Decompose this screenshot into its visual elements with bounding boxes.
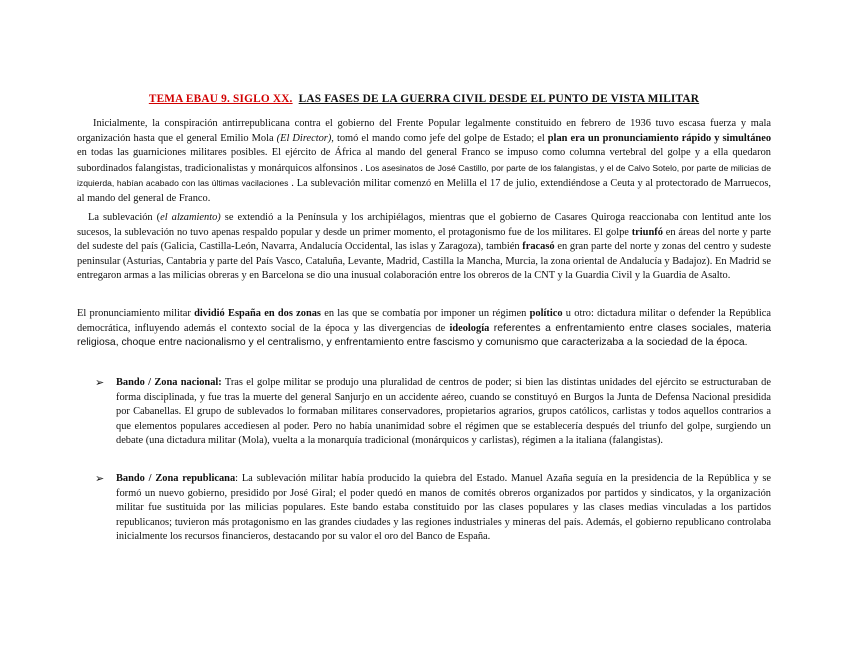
bold-run: político: [529, 308, 563, 319]
text-run: u otro: dictadura militar o defender la República democrática, influyendo además el contexto social de la época y las divergencias de: [77, 308, 771, 334]
text-run: en áreas del norte y parte del sudeste del país (Galicia, Castilla-León, Navarra, Andalucía Occidental, las islas y Zaragoza), también: [77, 226, 771, 253]
bullet-heading: Bando / Zona nacional:: [116, 377, 222, 388]
text-run: La sublevación (: [88, 212, 161, 223]
text-run: Inicialmente, la conspiración antirrepublicana contra el gobierno del Frente Popular legalmente constituido en febrero de 1936 tuvo escasa fuerza y mala organización hasta que el general Emilio Mola: [77, 118, 771, 144]
list-item-bando-republicano: [95, 472, 771, 545]
bold-run: triunfó: [631, 226, 663, 238]
title-topic: TEMA EBAU 9. SIGLO XX.: [148, 93, 293, 105]
small-run: Los asesinatos de José Castillo, por parte de los falangistas, y el de Calvo Sotelo, por parte de milicias de izquierda, habían acabado con las últimas vacilaciones: [77, 162, 771, 189]
bullet-text: Tras el golpe militar se produjo una pluralidad de centros de poder; si bien las distintas unidades del ejército se estructuraban de forma disciplinada, y fue tras la muerte del general Sanjurjo en un accidente aéreo, cuando se constituyó en Burgos la Junta de Defensa Nacional presidida por Cabanellas. El grupo de sublevados lo formaban militares conservadores, propietarios agrarios, grupos católicos, carlistas y todos aquellos contrarios a que elementos populares accediesen al poder. Pero no había unanimidad sobre el régimen que se establecería después del triunfo del golpe, surgiendo un debate (una dictadura militar (Mola), vuelta a la monarquía tradicional (monárquicos y carlistas), régimen a la italiana (falangistas).: [116, 377, 771, 447]
bold-run: dividió España en dos zonas: [194, 308, 321, 319]
bold-run: ideología: [449, 322, 490, 334]
text-run: El pronunciamiento militar: [77, 308, 195, 319]
paragraph-intro: [77, 117, 771, 207]
arrow-bullet-icon: ➢: [95, 377, 105, 389]
bold-run: plan era un pronunciamiento rápido y simultáneo: [547, 132, 772, 144]
text-run: . La sublevación militar comenzó en Melilla el 17 de julio, extendiéndose a Ceuta y al protectorado de Marruecos, al mando del general de Franco.: [77, 178, 771, 204]
text-run: en gran parte del norte y zonas del centro y sudeste peninsular (Asturias, Cantabria y parte del País Vasco, Cataluña, Levante, Madrid, Castilla la Mancha, Murcia, la zona oriental de Andalucía y Badajoz). En Madrid se entregaron armas a las milicias obreras y en Barcelona se dio una inusual colaboración entre los obreros de la CNT y la Guardia Civil y la Guardia de Asalto.: [77, 241, 771, 282]
sans-run: referentes a enfrentamiento entre clases sociales, materia religiosa, choque entre nacionalismo y el centralismo, y enfrentamiento entre fascismo y comunismo que caracterizaba a la sociedad de la época.: [77, 322, 771, 349]
list-item-bando-nacional: [95, 376, 771, 449]
arrow-bullet-icon: ➢: [95, 473, 105, 485]
title-heading: LAS FASES DE LA GUERRA CIVIL DESDE EL PUNTO DE VISTA MILITAR: [298, 93, 700, 105]
paragraph-dos-zonas: [77, 307, 771, 351]
text-run: en las que se combatía por imponer un régimen: [320, 308, 530, 319]
bold-run: fracasó: [522, 241, 555, 253]
italic-run: (El Director),: [276, 132, 334, 144]
bullet-text: : La sublevación militar había producido la quiebra del Estado. Manuel Azaña seguía en la presidencia de la República y se formó un nuevo gobierno, presidido por José Giral; el poder quedó en manos de comités obreros organizados por partidos y sindicatos, y la organización militar fue sustituida por las milicias populares. Este bando estaba constituido por las clases populares y las clases medias vinculadas a los partidos republicanos; tuvieron más protagonismo en las grandes ciudades y las regiones industriales y mineras del país. Además, el gobierno republicano controlaba inicialmente los recursos financieros, destacando por su valor el oro del Banco de España.: [116, 473, 771, 543]
text-run: en todas las guarniciones militares posibles. El ejército de África al mando del general Franco se impuso como columna vertebral del golpe y a ella quedaron subordinados falangistas, tradicionalistas y monárquicos alfonsinos .: [77, 147, 771, 174]
document-title: [0, 93, 848, 105]
text-run: tomó el mando como jefe del golpe de Estado; el: [333, 132, 548, 144]
text-run: se extendió a la Península y los archipiélagos, mientras que el gobierno de Casares Quiroga reaccionaba con lentitud ante los sucesos, la sublevación no tuvo apenas respaldo popular y desde un primer momento, el protagonismo fue de los militares. El golpe: [77, 212, 771, 238]
bullet-heading: Bando / Zona republicana: [116, 473, 236, 484]
italic-run: el alzamiento): [160, 212, 221, 223]
paragraph-sublevacion: [77, 211, 771, 284]
